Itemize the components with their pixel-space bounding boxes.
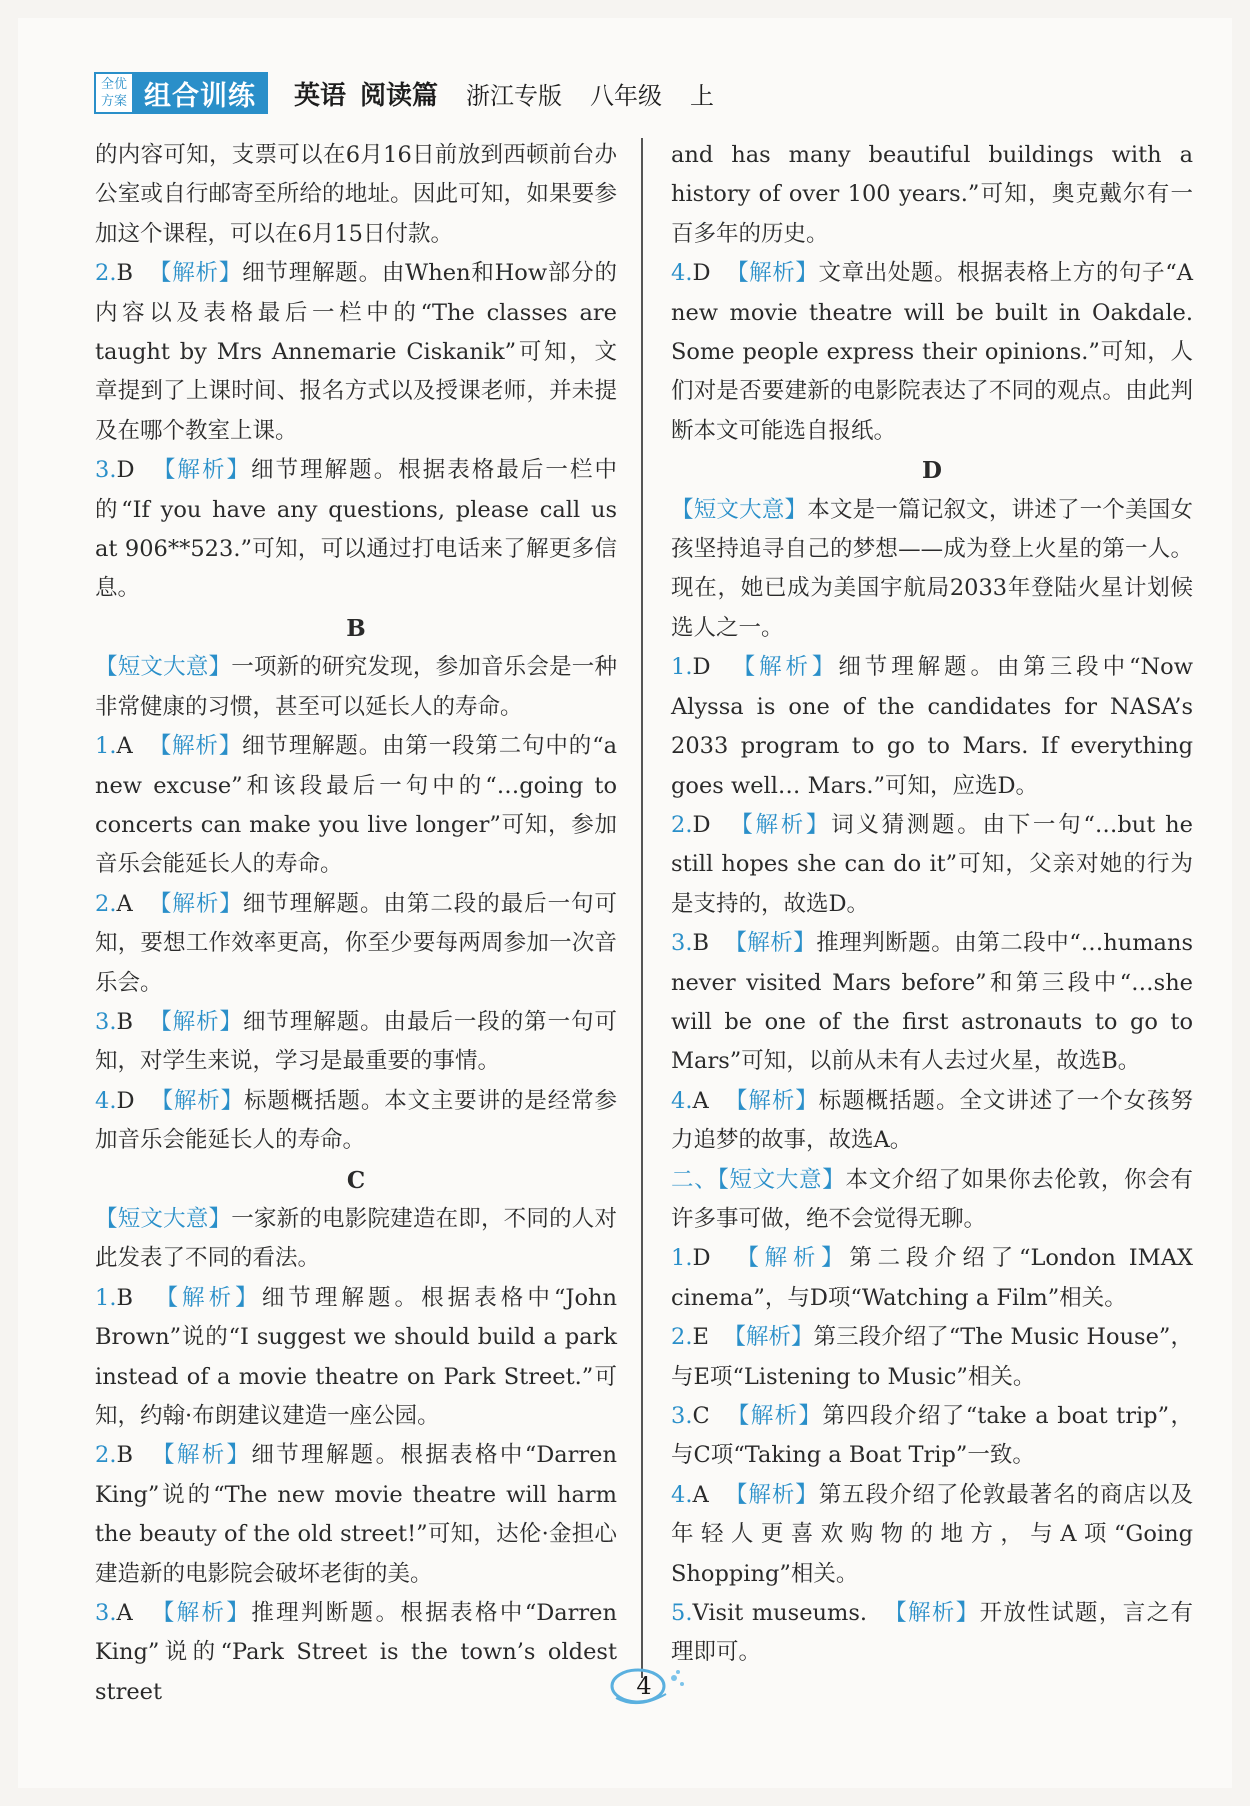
answer-item: 3.C 【解析】第四段介绍了“take a boat trip”，与C项“Taking a Boat Trip”一致。 [671,1403,1193,1469]
answer-item: 5.Visit museums. 【解析】开放性试题，言之有理即可。 [671,1600,1193,1666]
header-part: 阅读篇 [360,80,439,111]
answer-item: 3.A 【解析】推理判断题。根据表格中“Darren King”说的“Park Street is the town’s oldest street [95,1600,617,1705]
logo-small-text: 全优 方案 [96,74,134,112]
page-header [94,72,714,114]
header-subject: 英语 [294,80,347,111]
answer-item: 2.D 【解析】词义猜测题。由下一句“…but he still hopes she can do it”可知，父亲对她的行为是支持的，故选D。 [671,811,1193,917]
header-edition: 浙江专版 [466,81,563,110]
answer-item: 4.D 【解析】文章出处题。根据表格上方的句子“A new movie theatre will be built in Oakdale. Some people express their opinions.”可知，人们对是否要建新的电影院表达了不同的观点。由此判断本文可能选自报纸。 [671,260,1193,444]
answer-item: 1.D 【解析】第二段介绍了“London IMAX cinema”，与D项“Watching a Film”相关。 [671,1245,1193,1311]
answer-item: 2.B 【解析】细节理解题。根据表格中“Darren King”说的“The new movie theatre will harm the beauty of the old street!”可知，达伦·金担心建造新的电影院会破坏老街的美。 [95,1442,617,1587]
continued-paragraph: 的内容可知，支票可以在6月16日前放到西顿前台办公室或自行邮寄至所给的地址。因此可知，如果要参加这个课程，可以在6月15日付款。 [95,142,617,247]
answer-item: 1.A 【解析】细节理解题。由第一段第二句中的“a new excuse”和该段最后一句中的“…going to concerts can make you live longer”可知，参加音乐会能延长人的寿命。 [95,733,617,878]
answer-item: 1.B 【解析】细节理解题。根据表格中“John Brown”说的“I suggest we should build a park instead of a movie theatre on Park Street.”可知，约翰·布朗建议建造一座公园。 [95,1284,617,1429]
answer-item: 1.D 【解析】细节理解题。由第三段中“Now Alyssa is one of the candidates for NASA’s 2033 program to go to Mars. If everything goes well… Mars.”可知，应选D。 [671,654,1193,799]
summary: 二、【短文大意】本文介绍了如果你去伦敦，你会有许多事可做，绝不会觉得无聊。 [671,1166,1193,1232]
section-heading: D [922,457,942,485]
column-divider [641,138,643,1678]
summary: 【短文大意】一家新的电影院建造在即，不同的人对此发表了不同的看法。 [95,1205,617,1272]
section-heading: C [346,1166,366,1194]
answer-item: 2.A 【解析】细节理解题。由第二段的最后一句可知，要想工作效率更高，你至少要每两周参加一次音乐会。 [95,890,617,996]
summary: 【短文大意】本文是一篇记叙文，讲述了一个美国女孩坚持追寻自己的梦想——成为登上火星的第一人。现在，她已成为美国宇航局2033年登陆火星计划候选人之一。 [671,496,1193,641]
continued-paragraph: and has many beautiful buildings with a history of over 100 years.”可知，奥克戴尔有一百多年的历史。 [671,142,1193,247]
summary: 【短文大意】一项新的研究发现，参加音乐会是一种非常健康的习惯，甚至可以延长人的寿命。 [95,654,617,720]
series-logo [94,72,268,114]
answer-item: 2.B 【解析】细节理解题。由When和How部分的内容以及表格最后一栏中的“The classes are taught by Mrs Annemarie Ciskanik”可知，文章提到了上课时间、报名方式以及授课老师，并未提及在哪个教室上课。 [95,260,617,444]
right-column [671,136,1193,1673]
section-heading: B [346,614,366,642]
header-term: 上 [690,81,715,110]
answer-item: 3.B 【解析】细节理解题。由最后一段的第一句可知，对学生来说，学习是最重要的事情。 [95,1008,617,1075]
page-number: 4 [596,1664,692,1708]
left-column [95,136,617,1712]
answer-item: 2.E 【解析】第三段介绍了“The Music House”，与E项“Listening to Music”相关。 [671,1324,1193,1390]
logo-title: 组合训练 [134,74,266,112]
answer-item: 3.D 【解析】细节理解题。根据表格最后一栏中的“If you have any questions, please call us at 906**523.”可知，可以通过打电话来了解更多信息。 [95,457,617,602]
answer-item: 4.A 【解析】标题概括题。全文讲述了一个女孩努力追梦的故事，故选A。 [671,1087,1193,1154]
answer-item: 4.A 【解析】第五段介绍了伦敦最著名的商店以及年轻人更喜欢购物的地方，与A项“Going Shopping”相关。 [671,1481,1193,1587]
answer-item: 3.B 【解析】推理判断题。由第二段中“…humans never visited Mars before”和第三段中“…she will be one of the first astronauts to go to Mars”可知，以前从未有人去过火星，故选B。 [671,930,1193,1075]
header-grade: 八年级 [590,81,663,110]
answer-item: 4.D 【解析】标题概括题。本文主要讲的是经常参加音乐会能延长人的寿命。 [95,1087,617,1154]
